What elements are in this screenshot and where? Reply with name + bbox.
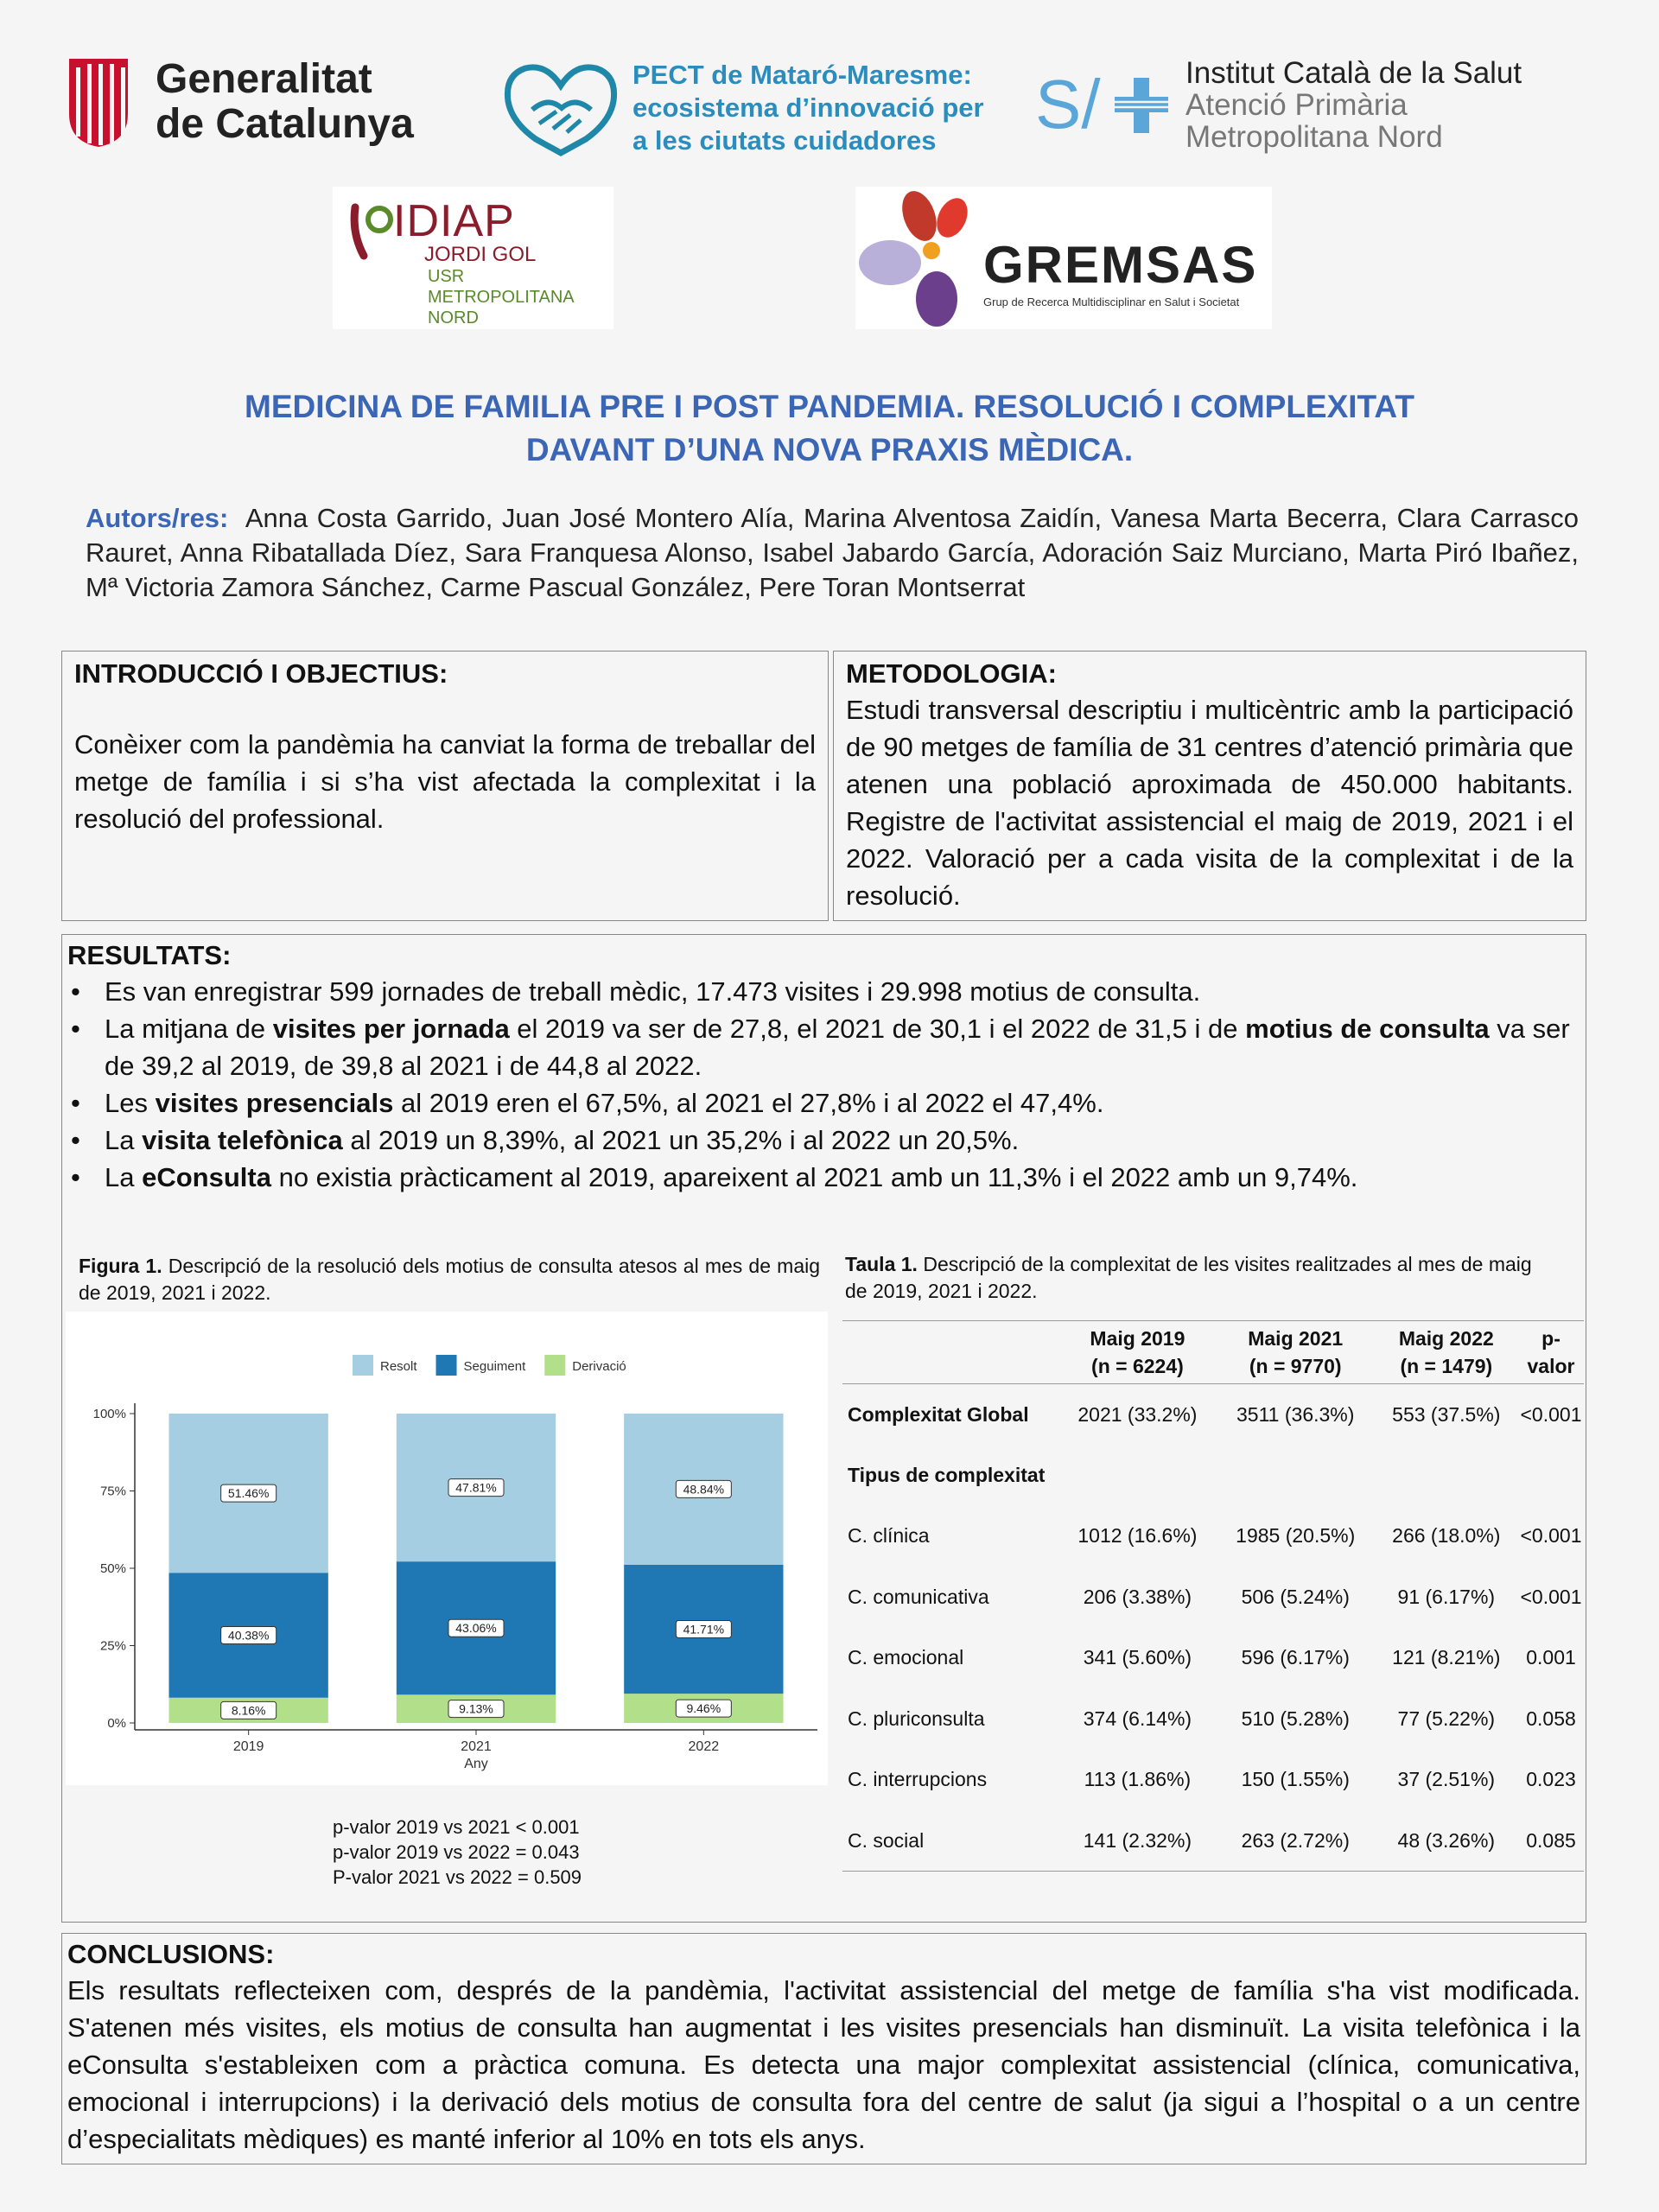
idiap-usr-line1: USR METROPOLITANA <box>428 267 575 307</box>
intro-heading: INTRODUCCIÓ I OBJECTIUS: <box>74 658 448 689</box>
data-label: 48.84% <box>683 1482 725 1497</box>
complexity-table <box>842 1320 1584 1872</box>
results-list <box>67 973 1580 1196</box>
idiap-name: IDIAP <box>393 196 515 246</box>
table-row: C. pluriconsulta 374 (6.14%) 510 (5.28%) 77 (5.22%) 0.058 <box>848 1707 1576 1730</box>
method-section <box>833 651 1586 921</box>
results-bullet-1: • Es van enregistrar 599 jornades de treball mèdic, 17.473 visites i 29.998 motius de consulta. <box>67 973 1580 1010</box>
idiap-emblem-icon <box>346 199 398 263</box>
x-tick-label: 2022 <box>688 1739 720 1754</box>
results-bullet-5: • La eConsulta no existia pràcticament al 2019, apareixent al 2021 amb un 11,3% i el 2022 amb un 9,74%. <box>67 1159 1580 1196</box>
method-text: Estudi transversal descriptiu i multicèntric amb la participació de 90 metges de família de 31 centres d’atenció primària que atenen una població aproximada de 450.000 habitants. Registre de l'activitat assistencial el maig de 2019, 2021 i el 2022. Valoració per a cada visita de la complexitat i de la resolució. <box>846 695 1573 911</box>
y-tick-label: 0% <box>107 1716 126 1731</box>
legend-label: Seguiment <box>463 1359 526 1374</box>
table-header-row <box>842 1321 1584 1384</box>
results-bullet-4: • La visita telefònica al 2019 un 8,39%, al 2021 un 35,2% i al 2022 un 20,5%. <box>67 1122 1580 1159</box>
y-tick-label: 100% <box>92 1407 126 1421</box>
y-tick-label: 25% <box>99 1638 126 1654</box>
gremsas-logo <box>855 187 1272 329</box>
ics-name: Institut Català de la Salut Atenció Primària Metropolitana Nord <box>1185 56 1522 154</box>
method-heading: METODOLOGIA: <box>846 658 1057 689</box>
pect-name: PECT de Mataró-Maresme: ecosistema d’innovació per a les ciutats cuidadores <box>632 60 984 156</box>
authors-names: Anna Costa Garrido, Juan José Montero Alía, Marina Alventosa Zaidín, Vanesa Marta Becerra, Clara Carrasco Rauret, Anna Ribatallada Díez, Sara Franquesa Alonso, Isabel Jabardo García, Adoración Saiz Murciano, Marta Piró Ibañez, Mª Victoria Zamora Sánchez, Carme Pascual González, Pere Toran Montserrat <box>86 503 1580 602</box>
table-caption: Taula 1. Descripció de la complexitat de les visites realitzades al mes de maig de 2019, 2021 i 2022. <box>845 1253 1532 1302</box>
legend-label: Derivació <box>572 1359 626 1374</box>
table-row: C. social 141 (2.32%) 263 (2.72%) 48 (3.26%) 0.085 <box>842 1810 1584 1872</box>
idiap-logo <box>333 187 613 329</box>
authors-label: Autors/res: <box>86 503 229 533</box>
gremsas-name: GREMSAS <box>983 236 1258 294</box>
legend-swatch <box>436 1355 457 1376</box>
results-bullet-2: • La mitjana de visites per jornada el 2019 va ser de 27,8, el 2021 de 30,1 i el 2022 de 31,5 i de motius de consulta va ser de 39,2 al 2019, de 39,8 al 2021 i de 44,8 al 2022. <box>67 1010 1580 1084</box>
table-row: C. emocional 341 (5.60%) 596 (6.17%) 121 (8.21%) 0.001 <box>848 1646 1576 1669</box>
intro-section <box>61 651 829 921</box>
table-row: C. comunicativa 206 (3.38%) 506 (5.24%) 91 (6.17%) <0.001 <box>848 1585 1582 1608</box>
legend-swatch <box>353 1355 373 1376</box>
results-bullet-3: • Les visites presencials al 2019 eren el 67,5%, al 2021 el 27,8% i al 2022 el 47,4%. <box>67 1084 1580 1122</box>
figure-caption: Figura 1. Descripció de la resolució dels motius de consulta atesos al mes de maig de 2019, 2021 i 2022. <box>79 1255 821 1304</box>
generalitat-name: Generalitat de Catalunya <box>156 56 414 147</box>
x-axis-label: Any <box>464 1757 488 1771</box>
table-row: C. interrupcions 113 (1.86%) 150 (1.55%) 37 (2.51%) 0.023 <box>848 1768 1576 1791</box>
conclusions-text: Els resultats reflecteixen com, després de la pandèmia, l'activitat assistencial del metge de família s'ha vist modificada. S'atenen més visites, els motius de consulta han augmentat i les visites presencials han disminuït. La visita telefònica i la eConsulta s'estableixen com a pràctica comuna. Es detecta una major complexitat assistencial (clínica, comunicativa, emocional i interrupcions) i la derivació dels motius de consulta fora del centre de salut (ja sigui a l’hospital o a un centre d’especialitats mèdiques) es manté inferior al 10% en tots els anys. <box>67 1975 1580 2154</box>
y-tick-label: 75% <box>99 1484 126 1499</box>
x-tick-label: 2019 <box>232 1739 264 1754</box>
conclusions-section <box>61 1933 1586 2164</box>
pect-logo <box>501 59 984 157</box>
table-header: p- valor <box>1518 1321 1584 1384</box>
figure-pvalues: p-valor 2019 vs 2021 < 0.001 p-valor 2019 vs 2022 = 0.043 P-valor 2021 vs 2022 = 0.509 <box>333 1816 582 1888</box>
data-label: 9.13% <box>459 1701 493 1716</box>
data-label: 41.71% <box>683 1622 725 1637</box>
idiap-subtitle: JORDI GOL <box>424 243 537 266</box>
data-label: 43.06% <box>455 1621 497 1636</box>
hands-heart-icon <box>501 60 620 156</box>
data-label: 47.81% <box>455 1480 497 1495</box>
data-label: 40.38% <box>227 1628 270 1643</box>
legend-label: Resolt <box>380 1359 417 1374</box>
table-header: Maig 2021 (n = 9770) <box>1217 1321 1375 1384</box>
svg-text:S/: S/ <box>1035 70 1101 140</box>
data-label: 51.46% <box>227 1486 270 1501</box>
ics-emblem-icon <box>1035 71 1173 140</box>
table-row: Complexitat Global 2021 (33.2%) 3511 (36.3%) 553 (37.5%) <0.001 <box>848 1402 1582 1426</box>
data-label: 8.16% <box>231 1703 266 1718</box>
data-label: 9.46% <box>686 1701 721 1716</box>
conclusions-heading: CONCLUSIONS: <box>67 1939 275 1969</box>
intro-text: Conèixer com la pandèmia ha canviat la forma de treballar del metge de família i si s’ha vist afectada la complexitat i la resolució del professional. <box>74 729 816 834</box>
x-tick-label: 2021 <box>461 1739 492 1754</box>
authors <box>86 501 1579 605</box>
generalitat-logo <box>60 55 414 149</box>
table-header: Maig 2019 (n = 6224) <box>1058 1321 1217 1384</box>
y-tick-label: 50% <box>99 1561 126 1576</box>
table-row: C. clínica 1012 (16.6%) 1985 (20.5%) 266 (18.0%) <0.001 <box>848 1524 1582 1548</box>
resolution-stacked-bar-chart <box>66 1312 828 1785</box>
table-header: Maig 2022 (n = 1479) <box>1375 1321 1518 1384</box>
idiap-usr-line2: NORD <box>428 308 479 327</box>
legend-swatch <box>544 1355 565 1376</box>
generalitat-emblem-icon <box>60 55 137 149</box>
gremsas-flower-icon <box>855 187 985 329</box>
poster-title: MEDICINA DE FAMILIA PRE I POST PANDEMIA. RESOLUCIÓ I COMPLEXITAT DAVANT D’UNA NOVA PRAXIS MÈDICA. <box>245 389 1414 467</box>
ics-logo <box>1035 57 1522 153</box>
table-header <box>842 1321 1058 1384</box>
table-row: Tipus de complexitat <box>848 1463 1046 1486</box>
gremsas-subtitle: Grup de Recerca Multidisciplinar en Salut i Societat <box>983 296 1240 308</box>
results-heading: RESULTATS: <box>67 940 232 970</box>
